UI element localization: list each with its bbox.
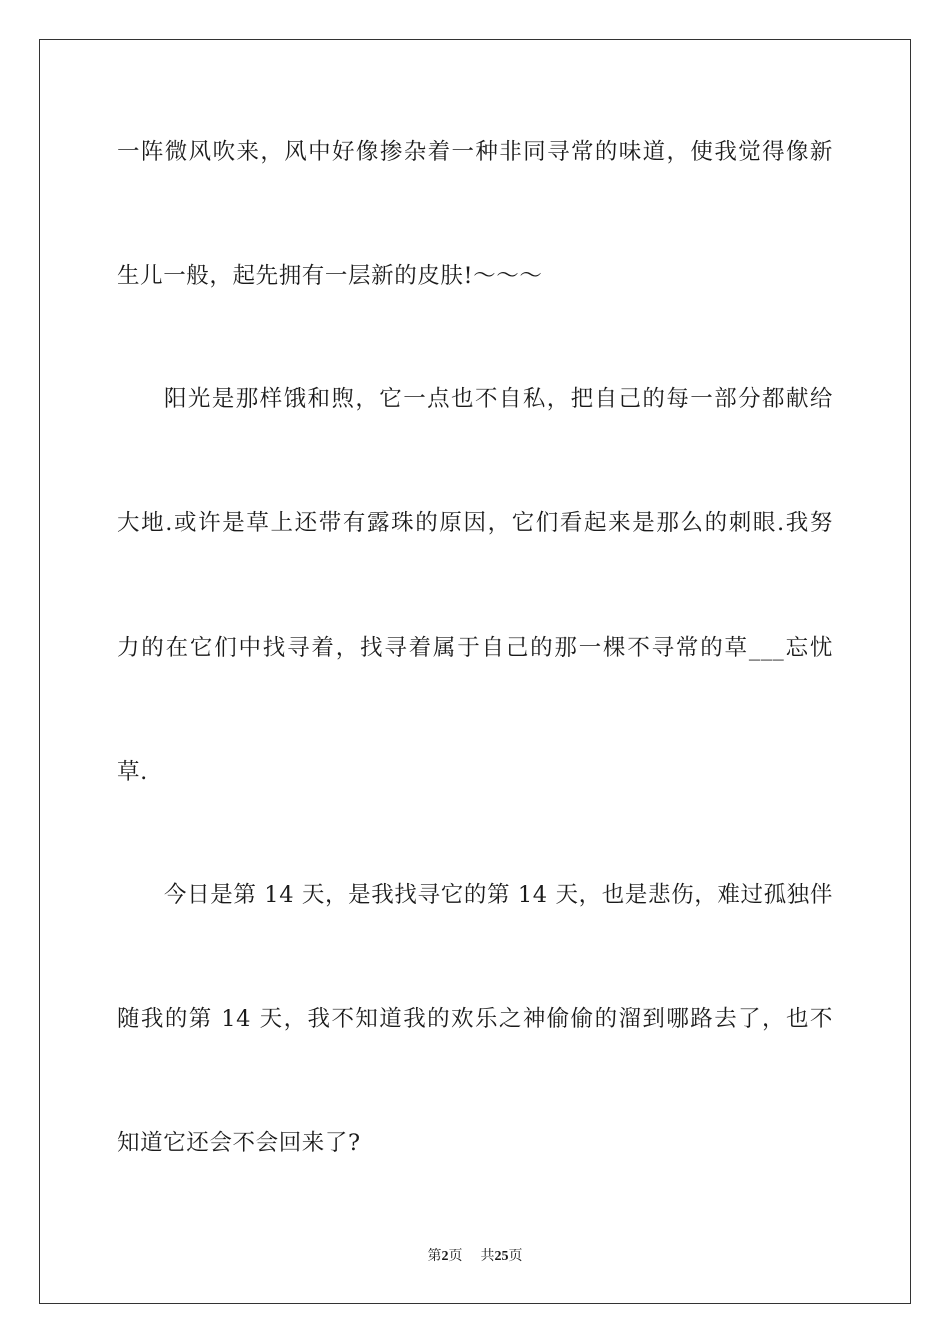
text-line: 随我的第 14 天，我不知道我的欢乐之神偷偷的溜到哪路去了，也不: [117, 1006, 833, 1032]
text-line: 知道它还会不会回来了?: [117, 1130, 361, 1156]
total-pages: 25: [494, 1249, 509, 1264]
text-line: 大地.或许是草上还带有露珠的原因，它们看起来是那么的刺眼.我努: [117, 510, 833, 536]
text-line: 生儿一般，起先拥有一层新的皮肤!～～～: [117, 263, 543, 289]
text-line: 草.: [117, 759, 148, 785]
text-line: 今日是第 14 天，是我找寻它的第 14 天，也是悲伤，难过孤独伴: [164, 882, 833, 908]
total-prefix: 共: [480, 1248, 495, 1264]
page-number: 2: [441, 1249, 449, 1264]
total-suffix: 页: [508, 1248, 523, 1264]
text-line: 力的在它们中找寻着，找寻着属于自己的那一棵不寻常的草___忘忧: [117, 635, 833, 661]
page-frame: [39, 39, 911, 1304]
text-line: 阳光是那样饿和煦，它一点也不自私，把自己的每一部分都献给: [164, 386, 833, 412]
page-prefix: 第: [427, 1248, 442, 1264]
page-footer: [0, 1247, 950, 1266]
page-suffix: 页: [448, 1248, 463, 1264]
text-line: 一阵微风吹来，风中好像掺杂着一种非同寻常的味道，使我觉得像新: [117, 139, 833, 165]
